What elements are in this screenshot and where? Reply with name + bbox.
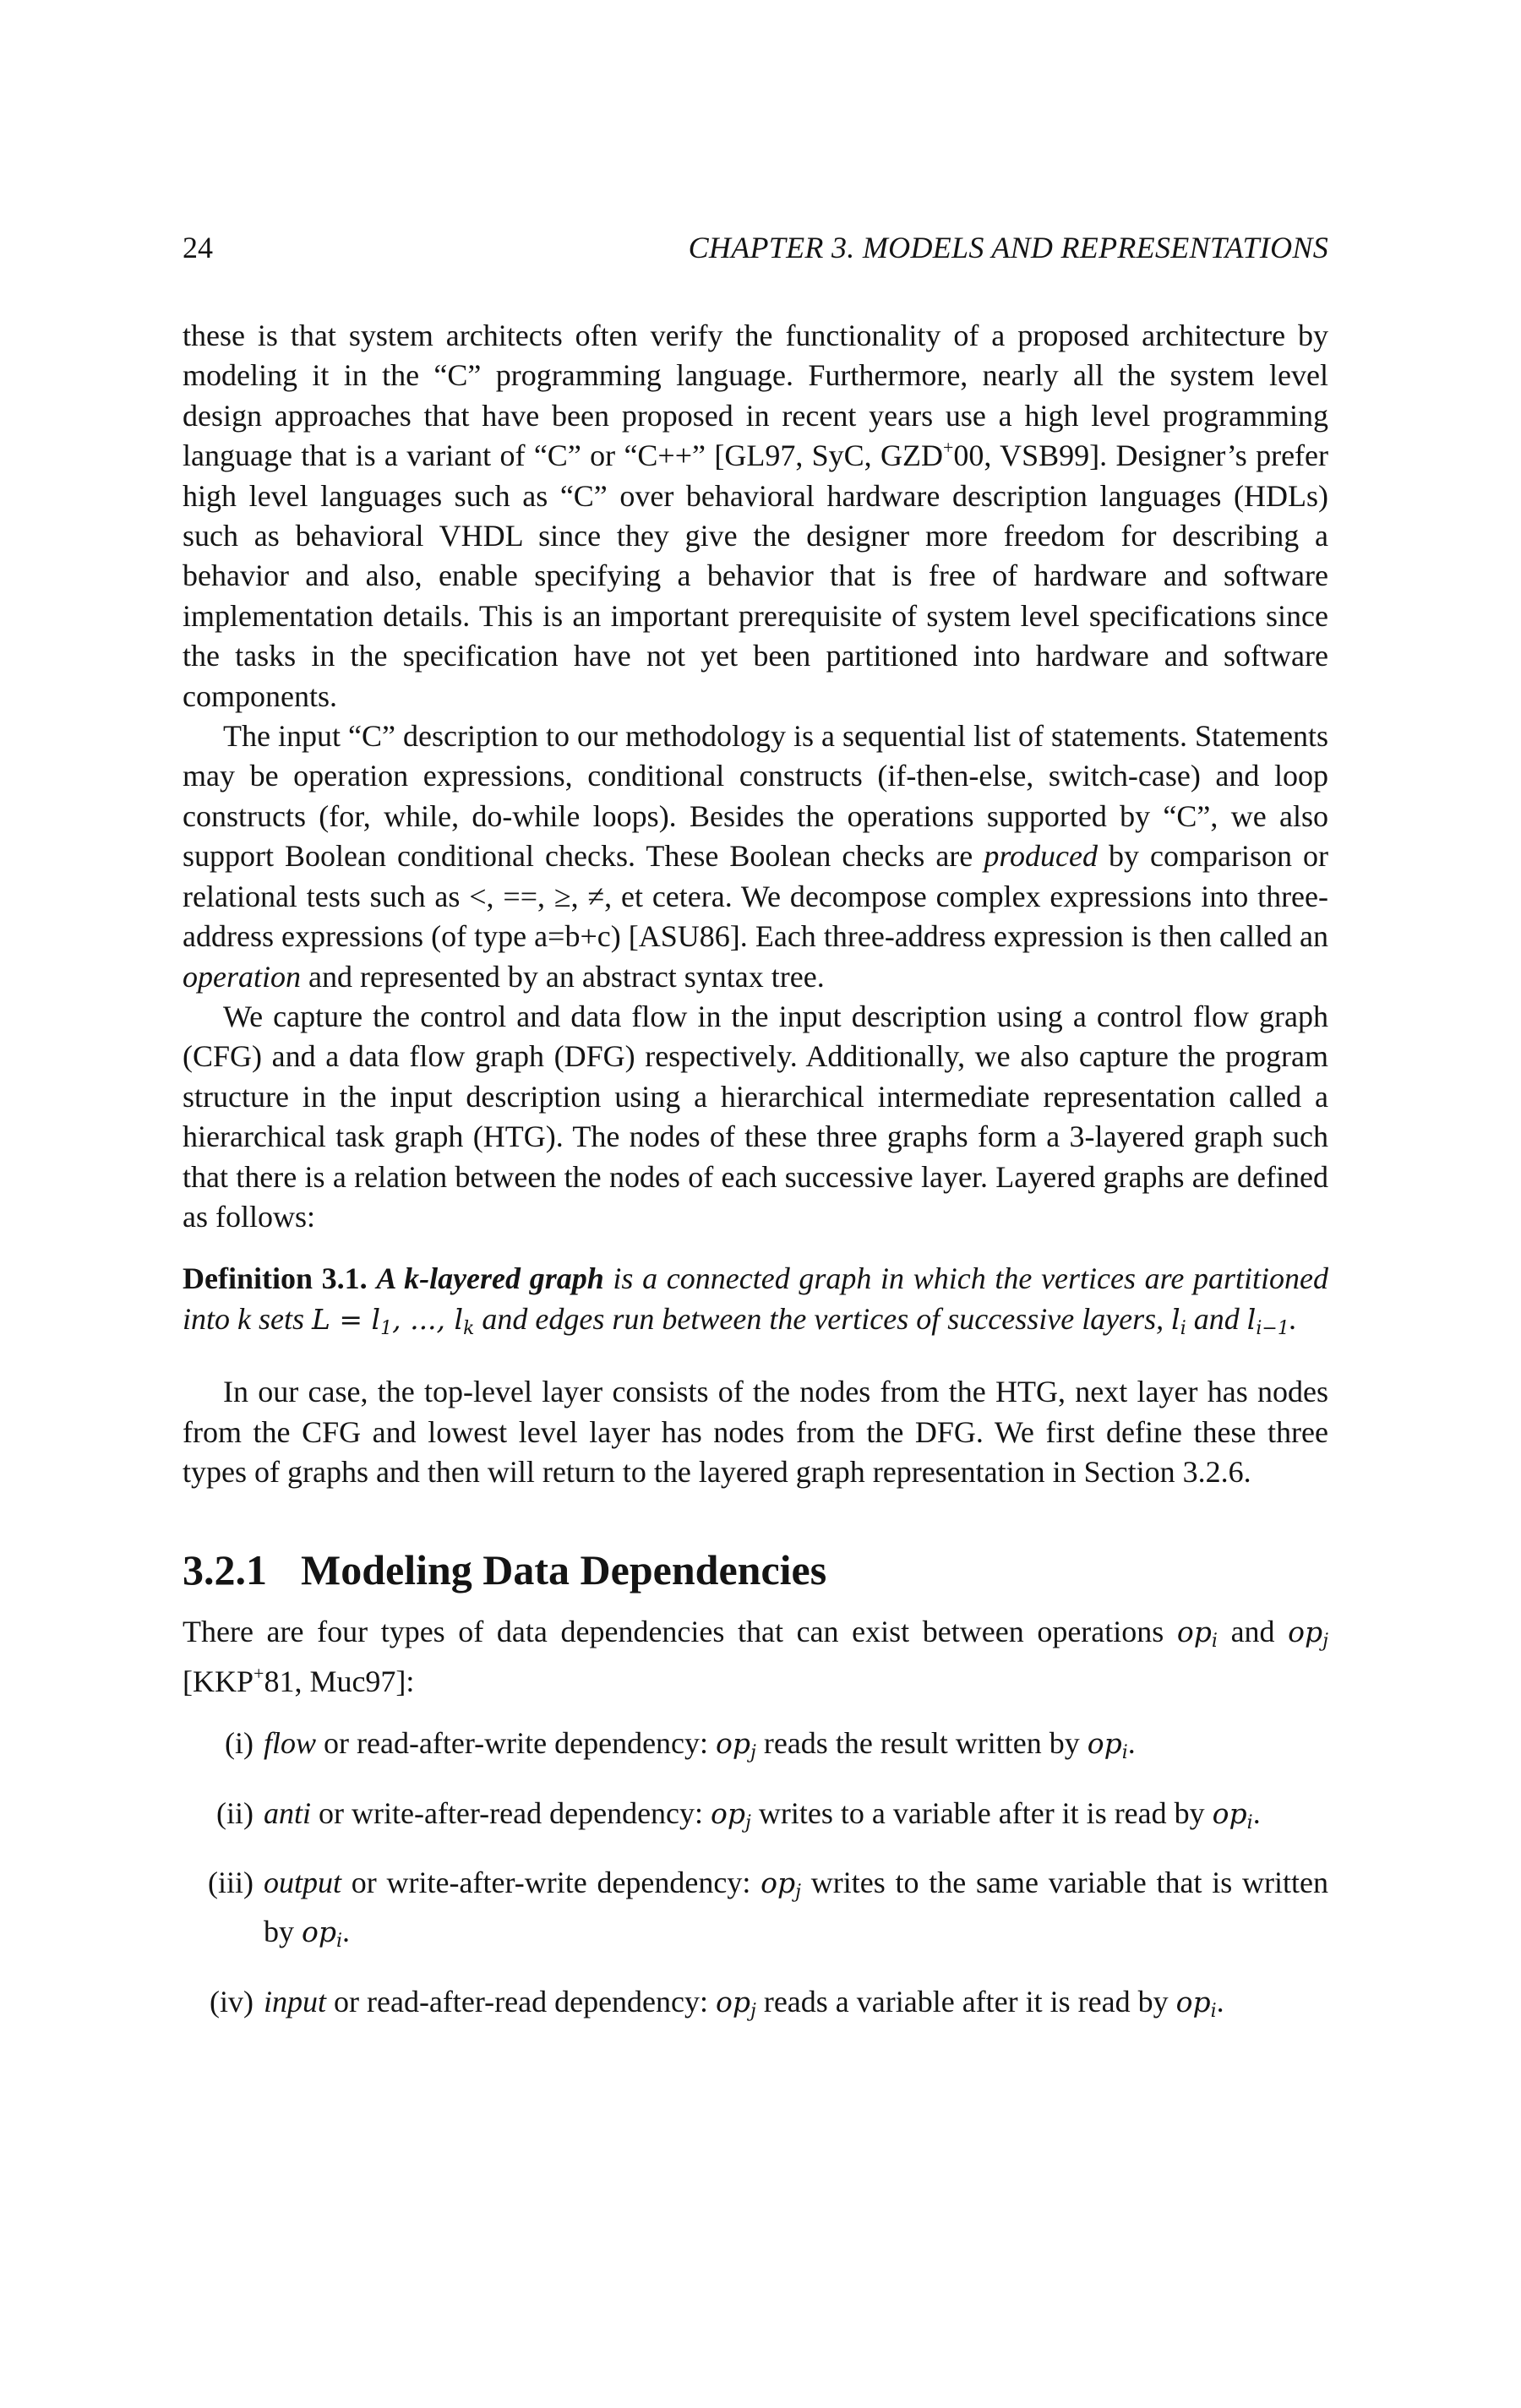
- paragraph-text: 00, VSB99]. Designer’s prefer high level languages such as “C” over behavioral hardware description languages (HDLs) such as behavioral VHDL since they give the designer more freedom for describing a behavior and also, enable specifying a behavior that is free of hardware and software implementation details. This is an important prerequisite of system level specifications since the tasks in the specification have not yet been partitioned into hardware and software components.: [183, 439, 1329, 713]
- math-layer-i: $l_i$: [1171, 1302, 1186, 1339]
- math-set: $L = l_1$, ..., $l_k$: [311, 1302, 475, 1339]
- emphasis: produced: [984, 839, 1098, 874]
- superscript: +: [943, 437, 954, 459]
- paragraph-control-data-flow: We capture the control and data flow in the input description using a control flow graph (CFG) and a data flow graph (DFG) respectively. Additionally, we also capture the program structure in the input description using a hierarchical intermediate representation called a hierarchical task graph (HTG). The nodes of these three graphs form a 3-layered graph such that there is a relation between the nodes of each successive layer. Layered graphs are defined as follows:: [183, 999, 1328, 1234]
- dependency-kind: input: [264, 1984, 327, 2018]
- list-item: (iv) input or read-after-read dependency: $op_j$ reads a variable after it is read by $op_i$.: [183, 1982, 1328, 2031]
- paragraph-text: and represented by an abstract syntax tree.: [301, 959, 825, 994]
- definition-text: and edges run between the vertices of successive layers,: [474, 1301, 1172, 1336]
- section-heading: [183, 1544, 1328, 1595]
- list-item: (ii) anti or write-after-read dependency: $op_j$ writes to a variable after it is read by $op_i$.: [183, 1794, 1328, 1843]
- list-marker: (iv): [210, 1984, 254, 2018]
- paragraph-text: by comparison or relational tests such as <, ==, ≥, ≠, et cetera. We decompose complex expressions into three-address expressions (of type a=b+c) [ASU86]. Each three-address expression is then called an: [183, 839, 1328, 954]
- running-head: CHAPTER 3. MODELS AND REPRESENTATIONS: [688, 231, 1328, 264]
- list-marker: (ii): [216, 1795, 254, 1830]
- math-op-i: $op_i$: [1176, 1615, 1218, 1653]
- page-header: [183, 230, 1328, 272]
- list-marker: (i): [225, 1726, 254, 1761]
- section-title: Modeling Data Dependencies: [301, 1546, 827, 1594]
- dependency-kind: anti: [264, 1795, 312, 1830]
- dependency-list: [183, 1724, 1328, 2031]
- emphasis: operation: [183, 959, 301, 994]
- math-op-j: $op_j$: [1288, 1615, 1328, 1653]
- dependency-kind: output: [264, 1866, 342, 1899]
- dependency-kind: flow: [264, 1726, 317, 1761]
- definition-text: is a connected graph in which the vertices are partitioned into k sets: [183, 1261, 1329, 1336]
- math-layer-i-minus-1: $l_{i-1}$: [1246, 1302, 1289, 1339]
- definition-label: Definition 3.1.: [183, 1261, 368, 1296]
- definition-3-1: Definition 3.1. A k-layered graph is a connected graph in which the vertices are partitioned into k sets $L = l_1$, ..., $l_k$ and edges run between the vertices of successive layers, $l_i$ and $l_{i-1}$.: [183, 1261, 1329, 1339]
- paragraph-continuation: [183, 316, 1328, 716]
- list-item: (iii) output or write-after-write dependency: $op_j$ writes to the same variable that is written by $op_i$.: [183, 1863, 1328, 1962]
- page-number: 24: [183, 231, 213, 264]
- paragraph-text: these is that system architects often verify the functionality of a proposed architecture by modeling it in the “C” programming language. Furthermore, nearly all the system level design approaches that have been proposed in recent years use a high level programming language that is a variant of “C” or “C++” [GL97, SyC, GZD: [183, 319, 1328, 473]
- list-item: (i) flow or read-after-write dependency: $op_j$ reads the result written by $op_i$.: [183, 1724, 1328, 1773]
- section-number: 3.2.1: [183, 1546, 267, 1594]
- list-marker: (iii): [208, 1866, 254, 1899]
- paragraph-text: The input “C” description to our methodology is a sequential list of statements. Statements may be operation expressions, conditional constructs (if-then-else, switch-case) and loop constructs (for, while, do-while loops). Besides the operations supported by “C”, we also support Boolean conditional checks. These Boolean checks are: [183, 719, 1328, 874]
- paragraph-dependency-intro: There are four types of data dependencies that can exist between operations $op_i$ and $op_j$ [KKP+81, Muc97]:: [183, 1615, 1328, 1698]
- page-body: [183, 316, 1328, 2051]
- definition-term: A k-layered graph: [376, 1261, 604, 1296]
- paragraph-layered-case: In our case, the top-level layer consists of the nodes from the HTG, next layer has nodes from the CFG and lowest level layer has nodes from the DFG. We first define these three types of graphs and then will return to the layered graph representation in Section 3.2.6.: [183, 1375, 1328, 1489]
- paragraph-input-description: [183, 716, 1328, 997]
